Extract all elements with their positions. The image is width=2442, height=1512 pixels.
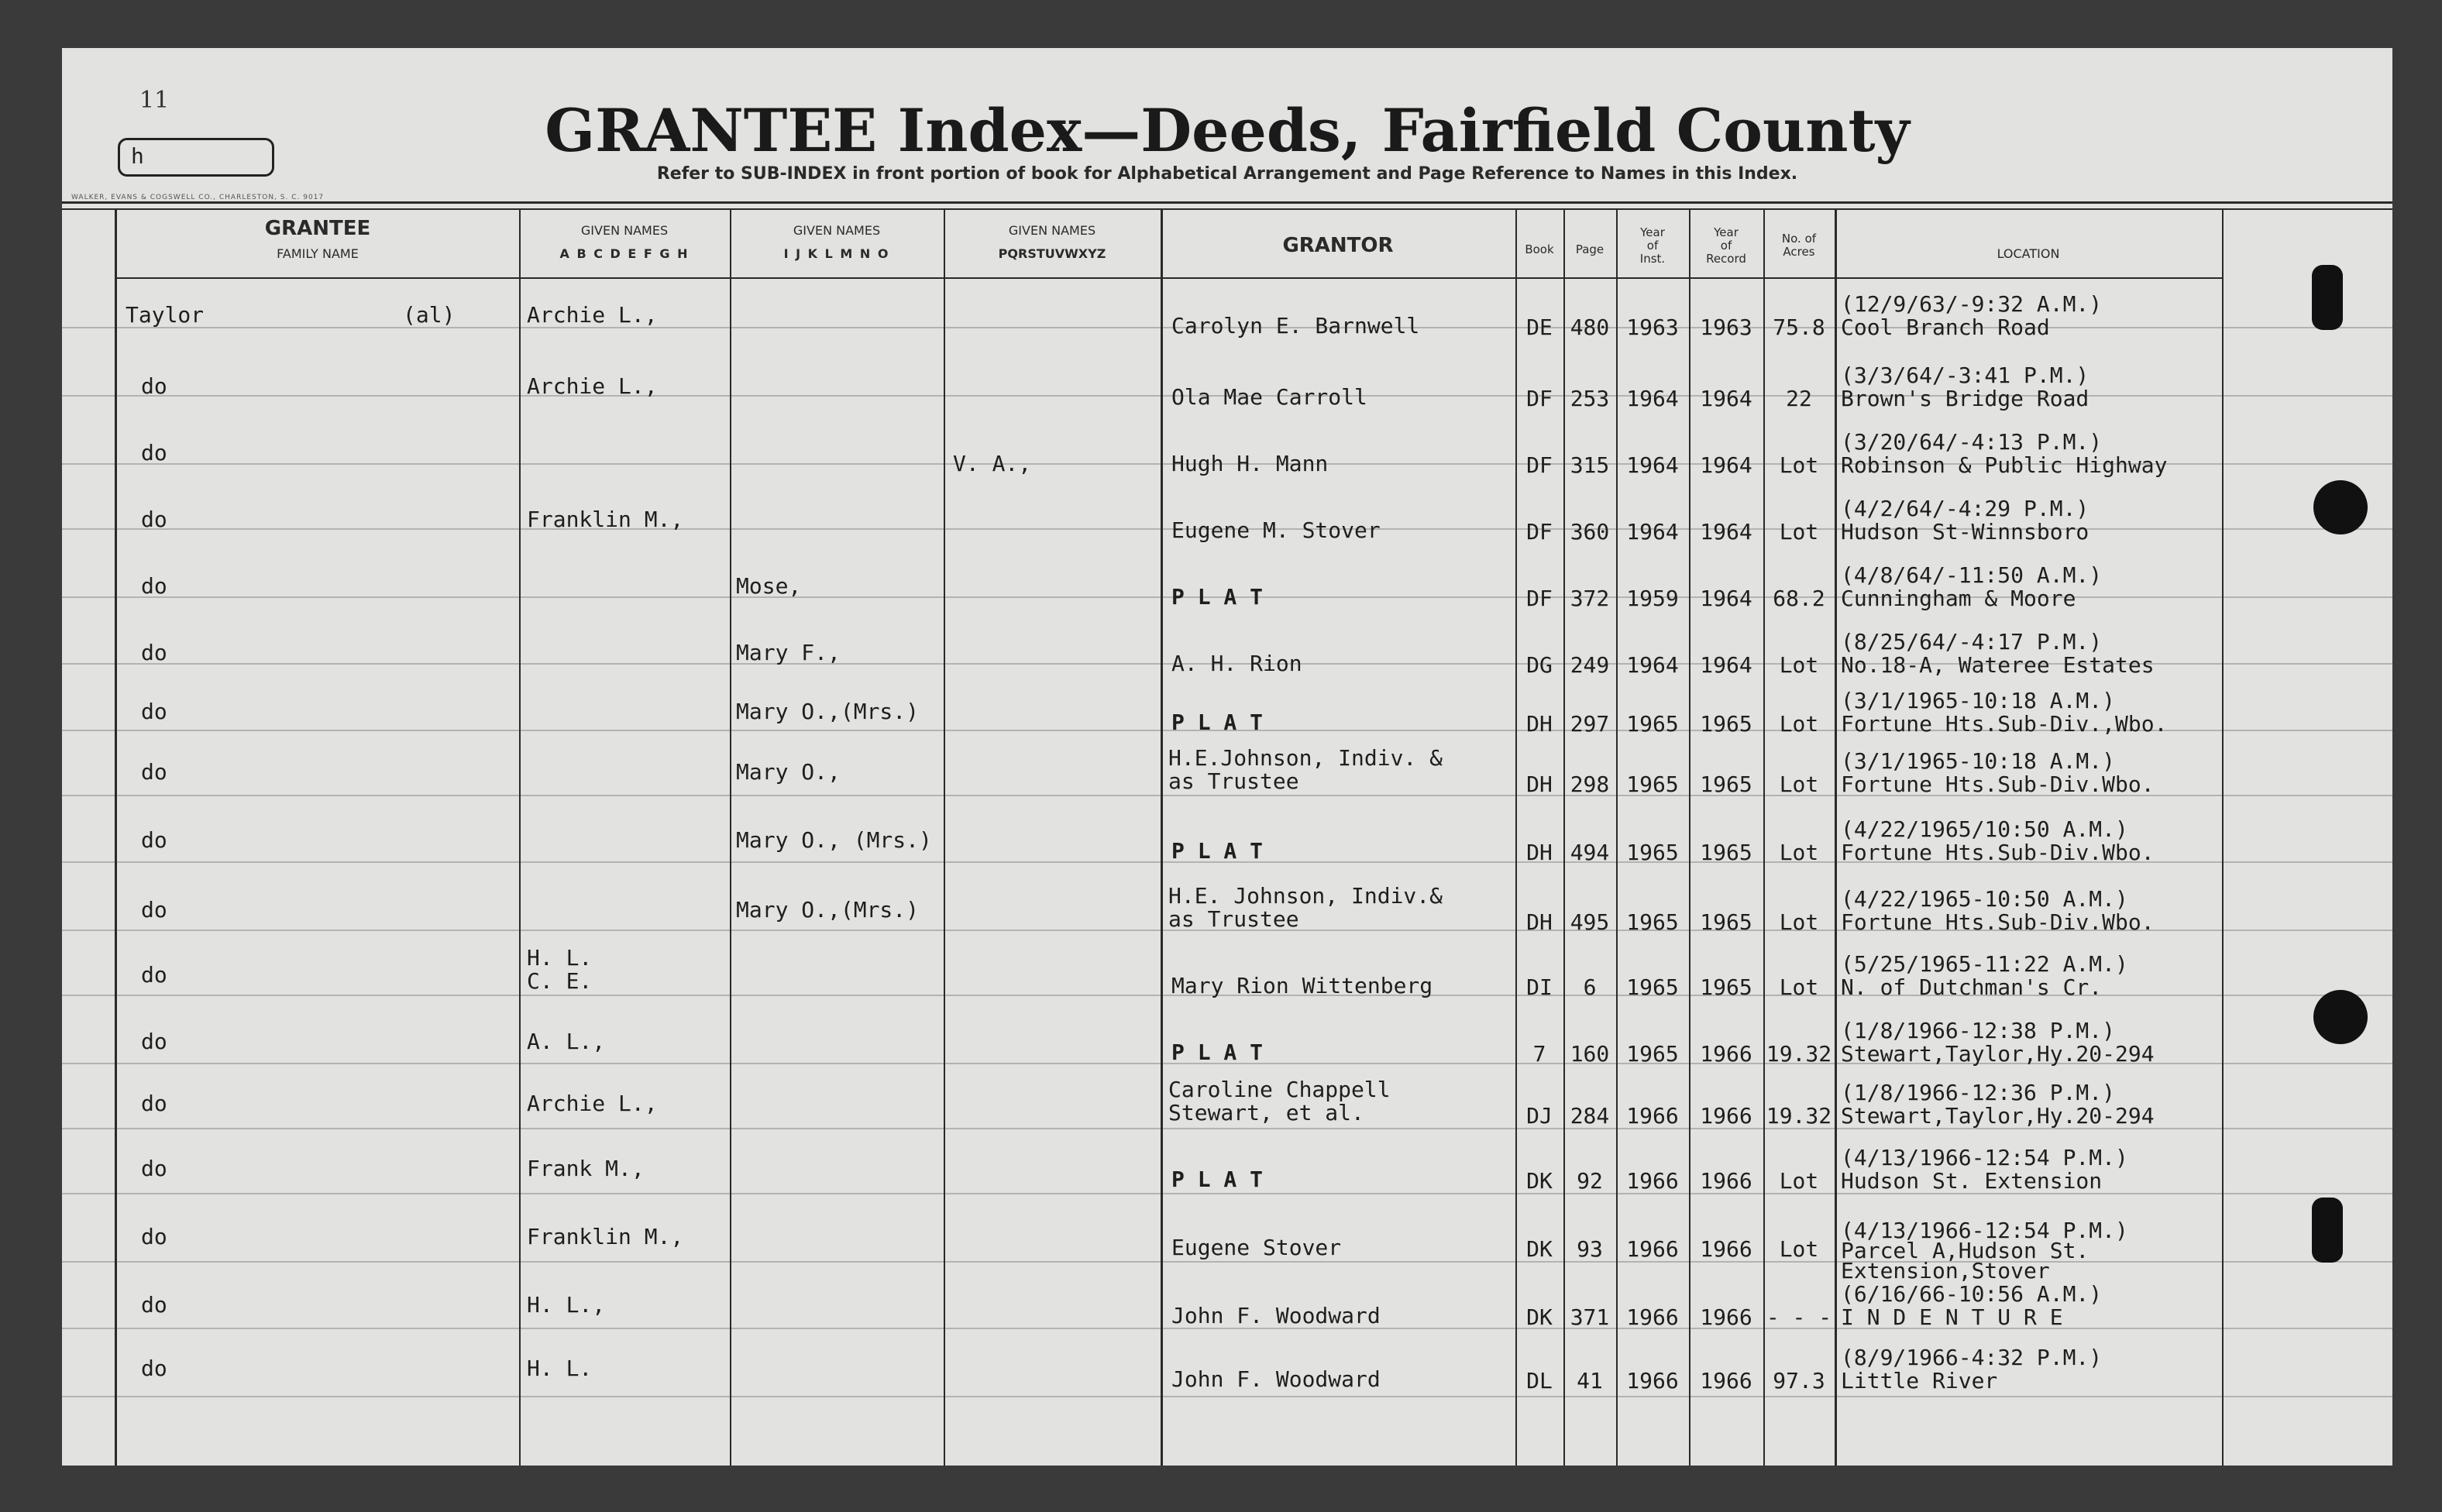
header-given-2-letters: I J K L M N O (783, 246, 890, 261)
page: 284 (1570, 1103, 1610, 1129)
location-timestamp: (12/9/63/-9:32 A.M.) (1841, 291, 2103, 317)
acres: 75.8 (1773, 314, 1825, 340)
given-name-a-h-second: C. E. (527, 968, 593, 994)
year-of-instrument: 1964 (1626, 452, 1679, 478)
grantee-family-name: do (141, 827, 167, 853)
header-given-3: GIVEN NAMES (1008, 223, 1096, 238)
book: DK (1526, 1304, 1553, 1330)
location-description: No.18-A, Wateree Estates (1841, 652, 2155, 678)
column-divider (115, 209, 117, 1466)
book: DF (1526, 519, 1553, 545)
binder-slot-bottom (2312, 1198, 2343, 1263)
grantor-name: Mary Rion Wittenberg (1171, 973, 1433, 998)
grantor-name: H.E.Johnson, Indiv. & (1168, 745, 1443, 771)
header-given-1-letters: A B C D E F G H (559, 246, 690, 261)
year-of-record: 1964 (1700, 386, 1752, 411)
binder-slot-top (2312, 265, 2343, 330)
header-given-2: GIVEN NAMES (793, 223, 881, 238)
binder-hole-1 (2313, 480, 2368, 534)
given-name-a-h: Frank M., (527, 1156, 645, 1181)
page: 372 (1570, 586, 1610, 611)
given-name-a-h: Franklin M., (527, 1224, 684, 1249)
header-acres (1763, 232, 1835, 259)
page: 160 (1570, 1041, 1610, 1067)
location-timestamp: (4/22/1965-10:50 A.M.) (1841, 886, 2128, 912)
index-card (62, 48, 2392, 1466)
page: 253 (1570, 386, 1610, 411)
binder-hole-2 (2313, 990, 2368, 1044)
page: 41 (1577, 1368, 1603, 1393)
location-description: Cool Branch Road (1841, 314, 2050, 340)
year-of-instrument: 1965 (1626, 771, 1679, 797)
given-name-a-h: Franklin M., (527, 507, 684, 532)
grantor-name: Caroline Chappell (1168, 1077, 1391, 1102)
printer-imprint: WALKER, EVANS & COGSWELL CO., CHARLESTON, S. C. 9017 (71, 194, 325, 201)
grantee-family-name: do (141, 507, 167, 532)
given-name-a-h: H. L. (527, 1356, 593, 1381)
book: DH (1526, 771, 1553, 797)
grantee-family-name: do (141, 897, 167, 923)
location-description: Fortune Hts.Sub-Div.Wbo. (1841, 840, 2155, 865)
top-rule-thin (62, 208, 2392, 210)
given-name-i-o: Mose, (736, 573, 802, 599)
location-timestamp: (1/8/1966-12:36 P.M.) (1841, 1080, 2116, 1105)
page: 297 (1570, 711, 1610, 737)
year-of-record: 1966 (1700, 1168, 1752, 1194)
book: DL (1526, 1368, 1553, 1393)
header-family-name: FAMILY NAME (277, 246, 359, 261)
year-of-record: 1965 (1700, 771, 1752, 797)
grantee-family-name: do (141, 440, 167, 466)
header-year-rec-1: Year (1714, 225, 1739, 239)
header-year-rec-3: Record (1706, 252, 1746, 266)
location-timestamp: (8/9/1966-4:32 P.M.) (1841, 1345, 2103, 1370)
year-of-record: 1966 (1700, 1236, 1752, 1262)
location-description: Parcel A,Hudson St. (1841, 1238, 2089, 1263)
grantee-family-name: do (141, 1292, 167, 1318)
acres: Lot (1779, 840, 1819, 865)
grantee-family-name: do (141, 573, 167, 599)
given-name-a-h: Archie L., (527, 302, 658, 328)
grantee-family-name: do (141, 640, 167, 665)
header-rule (115, 277, 2222, 279)
grantor-name: Carolyn E. Barnwell (1171, 313, 1420, 338)
header-year-inst-1: Year (1640, 225, 1665, 239)
location-timestamp: (5/25/1965-11:22 A.M.) (1841, 951, 2128, 977)
location-timestamp: (4/13/1966-12:54 P.M.) (1841, 1218, 2128, 1243)
book: DK (1526, 1236, 1553, 1262)
given-name-a-h: H. L., (527, 1292, 606, 1318)
grantee-family-name: do (141, 1156, 167, 1181)
grantee-family-name: do (141, 1029, 167, 1054)
year-of-record: 1963 (1700, 314, 1752, 340)
column-divider (944, 209, 945, 1466)
location-description: Fortune Hts.Sub-Div.Wbo. (1841, 771, 2155, 797)
page: 480 (1570, 314, 1610, 340)
grantor-name: Ola Mae Carroll (1171, 384, 1367, 410)
column-divider (730, 209, 731, 1466)
column-divider (2222, 209, 2224, 1466)
page: 360 (1570, 519, 1610, 545)
acres: 68.2 (1773, 586, 1825, 611)
header-book: Book (1525, 242, 1554, 256)
given-name-a-h: A. L., (527, 1029, 606, 1054)
year-of-instrument: 1966 (1626, 1304, 1679, 1330)
header-acres-2: Acres (1783, 245, 1815, 259)
page: 249 (1570, 652, 1610, 678)
book: DF (1526, 386, 1553, 411)
grantor-name: P L A T (1171, 1167, 1264, 1192)
header-page: Page (1575, 242, 1604, 256)
index-letter: h (131, 143, 144, 169)
acres: Lot (1779, 909, 1819, 935)
book: DH (1526, 711, 1553, 737)
location-timestamp: (3/3/64/-3:41 P.M.) (1841, 363, 2089, 388)
year-of-record: 1964 (1700, 652, 1752, 678)
grantee-family-name: do (141, 759, 167, 785)
page: 6 (1583, 974, 1597, 1000)
grantor-name: Eugene Stover (1171, 1235, 1342, 1260)
page-number: 11 (139, 87, 170, 114)
acres: Lot (1779, 1168, 1819, 1194)
given-name-i-o: Mary O., (Mrs.) (736, 827, 932, 853)
grantee-family-name: do (141, 1091, 167, 1116)
grantor-name: Eugene M. Stover (1171, 517, 1381, 543)
location-timestamp: (4/8/64/-11:50 A.M.) (1841, 562, 2103, 588)
acres: Lot (1779, 771, 1819, 797)
location-timestamp: (8/25/64/-4:17 P.M.) (1841, 629, 2103, 655)
page: 371 (1570, 1304, 1610, 1330)
location-description: Stewart,Taylor,Hy.20-294 (1841, 1041, 2155, 1067)
grantee-note: (al) (403, 302, 456, 328)
column-divider (1161, 209, 1163, 1466)
page: 298 (1570, 771, 1610, 797)
header-year-inst (1616, 226, 1689, 266)
location-description: Cunningham & Moore (1841, 586, 2076, 611)
book: DK (1526, 1168, 1553, 1194)
location-description: Brown's Bridge Road (1841, 386, 2089, 411)
acres: 97.3 (1773, 1368, 1825, 1393)
location-timestamp: (3/1/1965-10:18 A.M.) (1841, 688, 2116, 713)
column-divider (519, 209, 521, 1466)
year-of-instrument: 1963 (1626, 314, 1679, 340)
location-timestamp: (4/22/1965/10:50 A.M.) (1841, 816, 2128, 842)
grantee-family-name: do (141, 1224, 167, 1249)
acres: Lot (1779, 519, 1819, 545)
location-description-2: Extension,Stover (1841, 1258, 2050, 1283)
year-of-instrument: 1965 (1626, 711, 1679, 737)
page: 315 (1570, 452, 1610, 478)
grantor-name-second-line: Stewart, et al. (1168, 1100, 1364, 1125)
given-name-i-o: Mary O.,(Mrs.) (736, 699, 920, 724)
grantor-name-second-line: as Trustee (1168, 906, 1299, 932)
grantor-name: P L A T (1171, 710, 1264, 735)
year-of-instrument: 1966 (1626, 1168, 1679, 1194)
year-of-record: 1965 (1700, 840, 1752, 865)
book: DE (1526, 314, 1553, 340)
year-of-record: 1964 (1700, 519, 1752, 545)
given-name-a-h: Archie L., (527, 373, 658, 399)
year-of-record: 1966 (1700, 1368, 1752, 1393)
location-description: Fortune Hts.Sub-Div.Wbo. (1841, 909, 2155, 935)
location-timestamp: (4/2/64/-4:29 P.M.) (1841, 496, 2089, 521)
year-of-instrument: 1965 (1626, 840, 1679, 865)
acres: - - - (1766, 1304, 1832, 1330)
location-timestamp: (1/8/1966-12:38 P.M.) (1841, 1018, 2116, 1043)
location-description: Hudson St-Winnsboro (1841, 519, 2089, 545)
year-of-instrument: 1966 (1626, 1103, 1679, 1129)
acres: 19.32 (1766, 1041, 1832, 1067)
grantor-name: P L A T (1171, 1040, 1264, 1065)
grantee-family-name: do (141, 962, 167, 988)
grantor-name: P L A T (1171, 584, 1264, 610)
page: 92 (1577, 1168, 1603, 1194)
book: DH (1526, 840, 1553, 865)
column-divider (1835, 209, 1837, 1466)
year-of-instrument: 1964 (1626, 519, 1679, 545)
year-of-instrument: 1964 (1626, 652, 1679, 678)
acres: Lot (1779, 452, 1819, 478)
acres: Lot (1779, 974, 1819, 1000)
book: DF (1526, 452, 1553, 478)
acres: Lot (1779, 1236, 1819, 1262)
grantor-name: A. H. Rion (1171, 651, 1302, 676)
acres: 19.32 (1766, 1103, 1832, 1129)
book: DF (1526, 586, 1553, 611)
given-name-i-o: Mary O.,(Mrs.) (736, 897, 920, 923)
location-timestamp: (4/13/1966-12:54 P.M.) (1841, 1145, 2128, 1170)
grantee-family-name: Taylor (126, 302, 205, 328)
location-description: Stewart,Taylor,Hy.20-294 (1841, 1103, 2155, 1129)
header-grantor: GRANTOR (1282, 234, 1394, 257)
header-grantee: GRANTEE (264, 217, 371, 240)
location-timestamp: (3/20/64/-4:13 P.M.) (1841, 429, 2103, 455)
given-name-a-h: Archie L., (527, 1091, 658, 1116)
grantor-name: John F. Woodward (1171, 1366, 1381, 1392)
header-given-1: GIVEN NAMES (580, 223, 669, 238)
header-acres-1: No. of (1781, 232, 1817, 246)
year-of-record: 1966 (1700, 1304, 1752, 1330)
grantee-family-name: do (141, 1356, 167, 1381)
grantee-family-name: do (141, 699, 167, 724)
grantor-name: P L A T (1171, 838, 1264, 864)
grantor-name: John F. Woodward (1171, 1303, 1381, 1328)
grantor-name: Hugh H. Mann (1171, 451, 1329, 476)
acres: Lot (1779, 711, 1819, 737)
year-of-instrument: 1965 (1626, 1041, 1679, 1067)
header-given-3-letters: PQRSTUVWXYZ (998, 246, 1106, 261)
book: DH (1526, 909, 1553, 935)
location-timestamp: (6/16/66-10:56 A.M.) (1841, 1281, 2103, 1307)
page: 495 (1570, 909, 1610, 935)
header-year-inst-2: of (1646, 239, 1659, 253)
year-of-record: 1965 (1700, 974, 1752, 1000)
grantor-name-second-line: as Trustee (1168, 768, 1299, 794)
location-description: Hudson St. Extension (1841, 1168, 2103, 1194)
location-description: N. of Dutchman's Cr. (1841, 974, 2103, 1000)
location-description: Fortune Hts.Sub-Div.,Wbo. (1841, 711, 2168, 737)
given-name-i-o: Mary F., (736, 640, 841, 665)
given-name-p-z: V. A., (953, 451, 1032, 476)
location-timestamp: (3/1/1965-10:18 A.M.) (1841, 748, 2116, 774)
year-of-instrument: 1965 (1626, 974, 1679, 1000)
year-of-instrument: 1959 (1626, 586, 1679, 611)
header-year-record (1689, 226, 1763, 266)
given-name-a-h: H. L. (527, 945, 593, 971)
acres: Lot (1779, 652, 1819, 678)
page: 494 (1570, 840, 1610, 865)
header-location: LOCATION (1997, 246, 2060, 261)
page: 93 (1577, 1236, 1603, 1262)
grantee-family-name: do (141, 373, 167, 399)
header-year-rec-2: of (1720, 239, 1732, 253)
location-description: I N D E N T U R E (1841, 1304, 2063, 1330)
year-of-instrument: 1966 (1626, 1236, 1679, 1262)
year-of-record: 1964 (1700, 452, 1752, 478)
acres: 22 (1786, 386, 1812, 411)
year-of-record: 1966 (1700, 1041, 1752, 1067)
top-rule (62, 201, 2392, 204)
header-year-inst-3: Inst. (1639, 252, 1666, 266)
year-of-record: 1965 (1700, 711, 1752, 737)
page-title: GRANTEE Index—Deeds, Fairfield County (545, 96, 1910, 165)
year-of-instrument: 1964 (1626, 386, 1679, 411)
book: DJ (1526, 1103, 1553, 1129)
year-of-instrument: 1965 (1626, 909, 1679, 935)
year-of-record: 1965 (1700, 909, 1752, 935)
ruled-line (62, 1396, 2392, 1397)
book: 7 (1532, 1041, 1546, 1067)
location-description: Little River (1841, 1368, 1998, 1393)
year-of-record: 1966 (1700, 1103, 1752, 1129)
year-of-record: 1964 (1700, 586, 1752, 611)
location-description: Robinson & Public Highway (1841, 452, 2168, 478)
book: DI (1526, 974, 1553, 1000)
year-of-instrument: 1966 (1626, 1368, 1679, 1393)
book: DG (1526, 652, 1553, 678)
given-name-i-o: Mary O., (736, 759, 841, 785)
grantor-name: H.E. Johnson, Indiv.& (1168, 883, 1443, 909)
page-subtitle: Refer to SUB-INDEX in front portion of book for Alphabetical Arrangement and Page Reference to Names in this Index. (656, 164, 1798, 184)
